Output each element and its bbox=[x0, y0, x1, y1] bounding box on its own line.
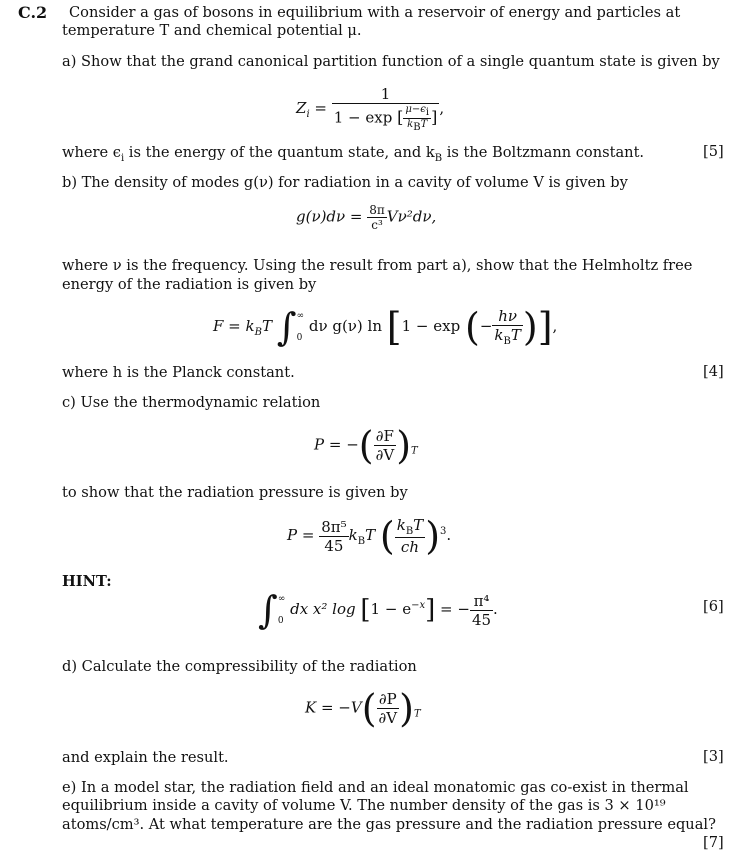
part-e-marks: [7] bbox=[703, 834, 724, 851]
part-b-marks: [4] bbox=[703, 363, 724, 380]
hint-integral-equation: ∫ ∞ 0 dx x² $\log [1 - e^{-x}]$ = − $\frac{\text{π⁴}}{45}$ . bbox=[258, 588, 498, 632]
part-a-after: where $\epsilon_i$ is the energy of the quantum state, and $k_B$ is the Boltzmann constant. bbox=[62, 144, 645, 164]
helmholtz-free-energy-equation: $F = k_BT$ ∫ ∞ 0 dν g(ν) ln [1 − exp (− $\frac{h\nu}{k_BT}$ )], bbox=[213, 305, 558, 349]
part-c-line-2: to show that the radiation pressure is given by bbox=[62, 484, 408, 501]
part-b-line-1: b) The density of modes g(ν) for radiation in a cavity of volume V is given by bbox=[62, 174, 628, 191]
intro-line-2: temperature T and chemical potential μ. bbox=[62, 22, 362, 39]
intro-line-1: Consider a gas of bosons in equilibrium with a reservoir of energy and particles at bbox=[69, 4, 681, 21]
part-c-line-1: c) Use the thermodynamic relation bbox=[62, 394, 321, 411]
part-c-marks: [6] bbox=[703, 598, 724, 615]
part-a-text: a) Show that the grand canonical partition function of a single quantum state is given by bbox=[62, 53, 720, 70]
part-e-line-1: e) In a model star, the radiation field and an ideal monatomic gas co-exist in thermal bbox=[62, 779, 689, 796]
part-d-line-2: and explain the result. bbox=[62, 749, 229, 766]
radiation-pressure-equation: P = $\frac{\text{8π⁵}}{45}$ $k_BT$ ( $\frac{k_BT}{ch}$ )$^3$. bbox=[287, 514, 452, 558]
density-of-modes-equation: g(ν)dν = $\frac{8\pi}{\text{c³}}$ Vν²dν, bbox=[296, 203, 437, 232]
part-b-line-2: where ν is the frequency. Using the result from part a), show that the Helmholtz free bbox=[62, 257, 693, 274]
pressure-relation-equation: P = −( $\frac{\partial F}{\partial V}$ )$_T$ bbox=[314, 423, 418, 468]
hint-label: HINT: bbox=[62, 573, 112, 590]
part-d-marks: [3] bbox=[703, 748, 724, 765]
question-number: C.2 bbox=[18, 3, 48, 22]
part-e-line-2: equilibrium inside a cavity of volume V. The number density of the gas is 3 × 10¹⁹ bbox=[62, 797, 666, 814]
partition-function-equation: $Z_i$ = 1 1 − exp [ $\frac{\mu-\epsilon_i}{k_BT}$ ] , bbox=[296, 85, 445, 133]
part-a-marks: [5] bbox=[703, 143, 724, 160]
part-b-line-4: where h is the Planck constant. bbox=[62, 364, 295, 381]
part-e-line-3: atoms/cm³. At what temperature are the gas pressure and the radiation pressure equal? bbox=[62, 816, 716, 833]
part-b-line-3: energy of the radiation is given by bbox=[62, 276, 317, 293]
compressibility-equation: K = −V( $\frac{\partial P}{\partial V}$ )$_T$ bbox=[305, 686, 421, 731]
part-d-line-1: d) Calculate the compressibility of the radiation bbox=[62, 658, 417, 675]
